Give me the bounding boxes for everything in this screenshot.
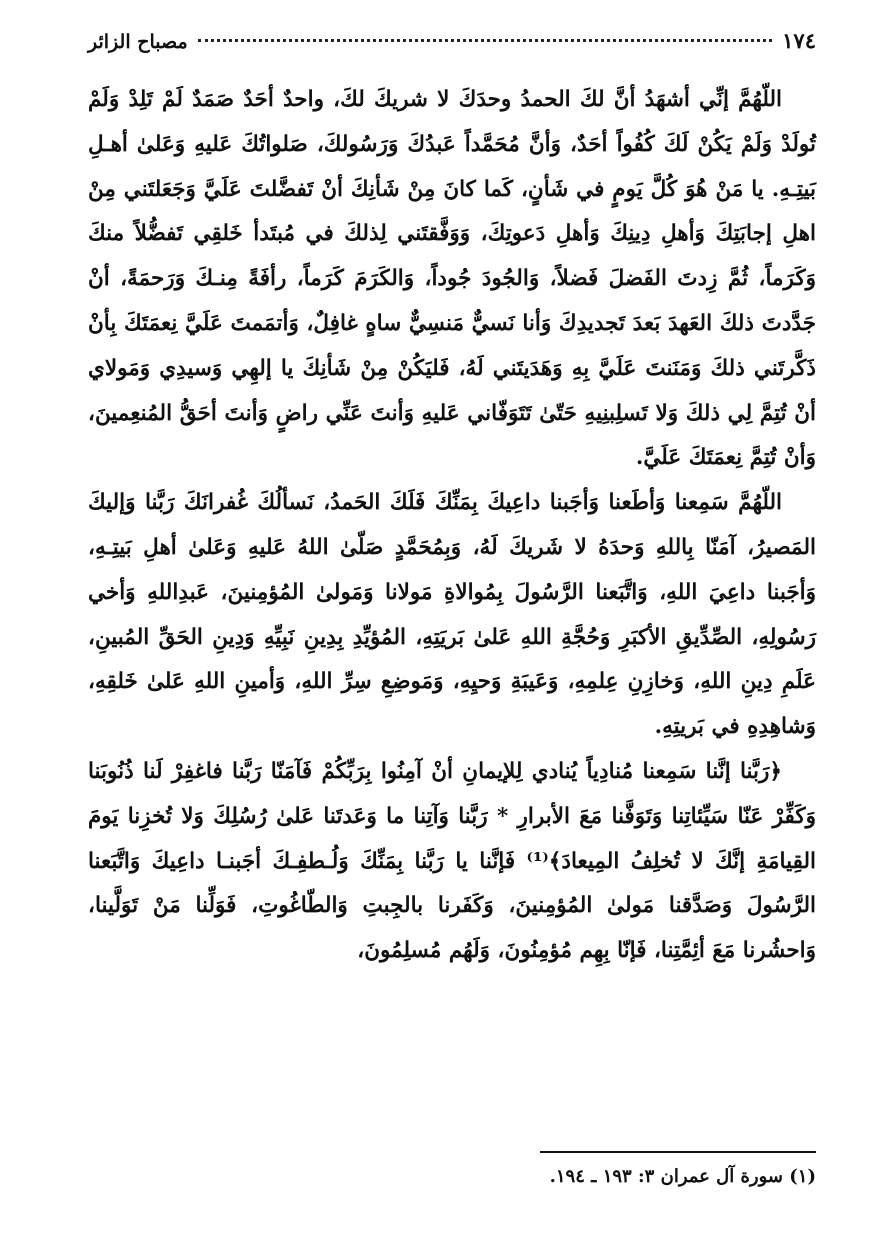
dotted-leader — [198, 39, 772, 42]
footnote-divider — [540, 1151, 816, 1153]
paragraph-1: اللّهُمَّ إنِّي أشهَدُ أنَّ لكَ الحمدُ وحدَكَ لا شريكَ لكَ، واحدٌ أحَدٌ صَمَدٌ لَمْ تَلِدْ وَلَمْ تُولَدْ وَلَمْ يَكُنْ لَكَ كُفُواً أحَدٌ، وَأنَّ مُحَمَّداً عَبدُكَ وَرَسُولكَ، صَلواتُكَ عَليهِ وَعَلىٰ أهـلِ بَيتِـهِ. يا مَنْ هُوَ كُلَّ يَومٍ في شَأنٍ، كَما كانَ مِنْ شَأنِكَ أنْ تَفضَّلتَ عَلَيَّ وَجَعَلتَني مِنْ اهلِ إجابَتِكَ وَأهلِ دِينِكَ وَأهلِ دَعوتِكَ، وَوَفَّقتَني لِذلكَ في مُبتَدأ خَلقِي تَفضُّلاً منكَ وَكَرَماً، ثُمَّ زِدتَ الفَضلَ فَضلاً، وَالجُودَ جُوداً، وَالكَرَمَ كَرَماً، رأفَةً مِنـكَ وَرَحمَةً، أنْ جَدَّدتَ ذلكَ العَهدَ بَعدَ تَجديدِكَ وَأنا نَسيٌّ مَنسِيٌّ ساهٍ غافِلٌ، وَأتمَمتَ عَلَيَّ نِعمَتَكَ بِأنْ ذَكَّرتَني ذلكَ وَمَنَنتَ عَلَيَّ بِهِ وَهَدَيتَني لَهُ، فَليَكُنْ مِنْ شَأنِكَ يا إلهِي وَسيدِي وَمَولاي أنْ تُتِمَّ لِي ذلكَ وَلا تَسلِبنِيهِ حَتّىٰ تَتَوَفّاني عَليهِ وَأنتَ عَنِّي راضٍ وَأنتَ أحَقُّ المُنعِمينَ، وَأنْ تُتِمَّ نِعمَتَكَ عَلَيَّ. — [88, 87, 816, 471]
body-text — [88, 78, 816, 974]
page-number: ١٧٤ — [782, 28, 816, 53]
paragraph-3: ﴿رَبَّنا إنَّنا سَمِعنا مُنادِياً يُنادي لِلإيمانِ أنْ آمِنُوا بِرَبِّكُمْ فَآمَنّا رَبَّنا فاغفِرْ لَنا ذُنُوبَنا وَكَفِّرْ عَنّا سَيِّئاتِنا وَتَوَفَّنا مَعَ الأبرارِ * رَبَّنا وَآتِنا ما وَعَدتَنا عَلىٰ رُسُلِكَ وَلا تُخزِنا يَومَ القِيامَةِ إنَّكَ لا تُخلِفُ المِيعادَ﴾⁽¹⁾ فَإنَّنا يا رَبَّنا بِمَنِّكَ وَلُـطفِـكَ أجَبنـا داعِيكَ وَاتَّبَعنا الرَّسُولَ وَصَدَّقنا مَولىٰ المُؤمِنينَ، وَكَفَرنا بالجِبتِ وَالطّاغُوتِ، فَوَلِّنا مَنْ تَوَلَّينا، وَاحشُرنا مَعَ أئِمَّتِنا، فَإنّا بِهِم مُؤمِنُونَ، وَلَهُم مُسلِمُونَ، — [88, 758, 816, 964]
footnote: (١) سورة آل عمران ٣: ١٩٣ ـ ١٩٤. — [549, 1166, 816, 1187]
paragraph-2: اللّهُمَّ سَمِعنا وَأطَعنا وَأجَبنا داعِيكَ بِمَنِّكَ فَلَكَ الحَمدُ، نَسألُكَ غُفرانَكَ رَبَّنا وَإليكَ المَصيرُ، آمَنّا بِاللهِ وَحدَهُ لا شَريكَ لَهُ، وَبِمُحَمَّدٍ صَلّىٰ اللهُ عَليهِ وَعَلىٰ أهلِ بَيتِـهِ، وَأجَبنا داعِيَ اللهِ، وَاتَّبَعنا الرَّسُولَ بِمُوالاةِ مَولانا وَمَولىٰ المُؤمِنينَ، عَبدِاللهِ وَأخي رَسُولِهِ، الصِّدِّيقِ الأكبَرِ وَحُجَّةِ اللهِ عَلىٰ بَريَتِهِ، المُؤيِّدِ بِدِينِ نَبِيِّهِ وَدِينِ الحَقِّ المُبينِ، عَلَمِ دِينِ اللهِ، وَخازِنِ عِلمِهِ، وَعَيبَةِ وَحيِهِ، وَمَوضِعِ سِرِّ اللهِ، وَأمينِ اللهِ عَلىٰ خَلقِهِ، وَشاهِدِهِ في بَريتِهِ. — [88, 490, 816, 740]
book-title: مصباح الزائر — [88, 31, 188, 53]
running-header — [88, 28, 816, 64]
book-page — [88, 28, 816, 1228]
